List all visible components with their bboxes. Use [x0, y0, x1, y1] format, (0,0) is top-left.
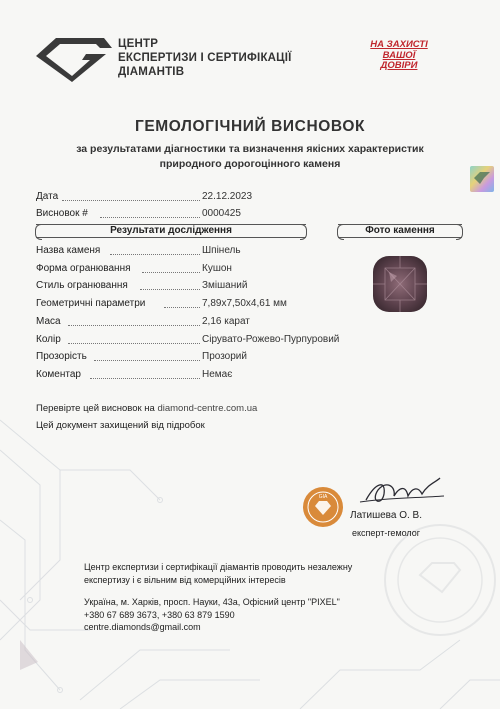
gia-seal-icon	[302, 486, 344, 528]
gemstone-photo	[371, 254, 429, 314]
round-stamp-watermark	[380, 520, 500, 640]
field-row-dimensions: Геометричні параметри 7,89x7,50x4,61 мм	[36, 298, 287, 309]
date-value: 22.12.2023	[202, 191, 253, 202]
organization-name: ЦЕНТР ЕКСПЕРТИЗИ І СЕРТИФІКАЦІЇ ДІАМАНТІВ	[118, 38, 292, 78]
field-row-color: Колір Сірувато-Рожево-Пурпуровий	[36, 334, 340, 345]
phones: +380 67 689 3673, +380 63 879 1590	[84, 609, 235, 620]
footer-contacts	[84, 596, 340, 634]
protection-note: Цей документ захищений від підробок	[36, 420, 205, 431]
diamond-logo-icon	[34, 36, 114, 82]
signer-name: Латишева О. В.	[350, 510, 422, 521]
document-title: ГЕМОЛОГІЧНИЙ ВИСНОВОК	[134, 118, 366, 135]
field-row-comment: Коментар Немає	[36, 369, 233, 380]
document-subtitle: за результатами діагностики та визначення якісних характеристик природного дорогоцінного каменя	[76, 143, 424, 170]
field-row-cut-style: Стиль огранювання Змішаний	[36, 280, 248, 291]
verify-link[interactable]: diamond-centre.com.ua	[157, 403, 258, 414]
footer-disclaimer: Центр експертизи і сертифікації діамантів проводить незалежну експертизу і є вільним від комерційних інтересів	[84, 562, 353, 585]
slogan-stamp: НА ЗАХИСТІ ВАШОЇ ДОВІРИ	[370, 39, 428, 71]
certificate-number-value: 0000425	[202, 208, 241, 219]
photo-section-header: Фото камення	[338, 224, 462, 238]
handwritten-signature	[356, 472, 446, 512]
field-row-stone-name: Назва каменя Шпінель	[36, 245, 241, 256]
certificate-number-row: Висновок # 0000425	[36, 208, 241, 219]
field-row-clarity: Прозорість Прозорий	[36, 351, 247, 362]
date-row: Дата 22.12.2023	[36, 191, 253, 202]
results-section-header: Результати дослідження	[36, 224, 306, 238]
hologram-sticker-icon	[470, 166, 494, 192]
email[interactable]: centre.diamonds@gmail.com	[84, 622, 201, 632]
signer-role: експерт-гемолог	[352, 528, 421, 538]
address: Україна, м. Харків, просп. Науки, 43а, Офісний центр "PIXEL"	[84, 597, 340, 607]
field-row-weight: Маса 2,16 карат	[36, 316, 250, 327]
field-row-cut-shape: Форма огранювання Кушон	[36, 263, 232, 274]
verify-note: Перевірте цей висновок на diamond-centre.com.ua	[36, 403, 258, 414]
svg-text:GIA: GIA	[318, 494, 328, 500]
